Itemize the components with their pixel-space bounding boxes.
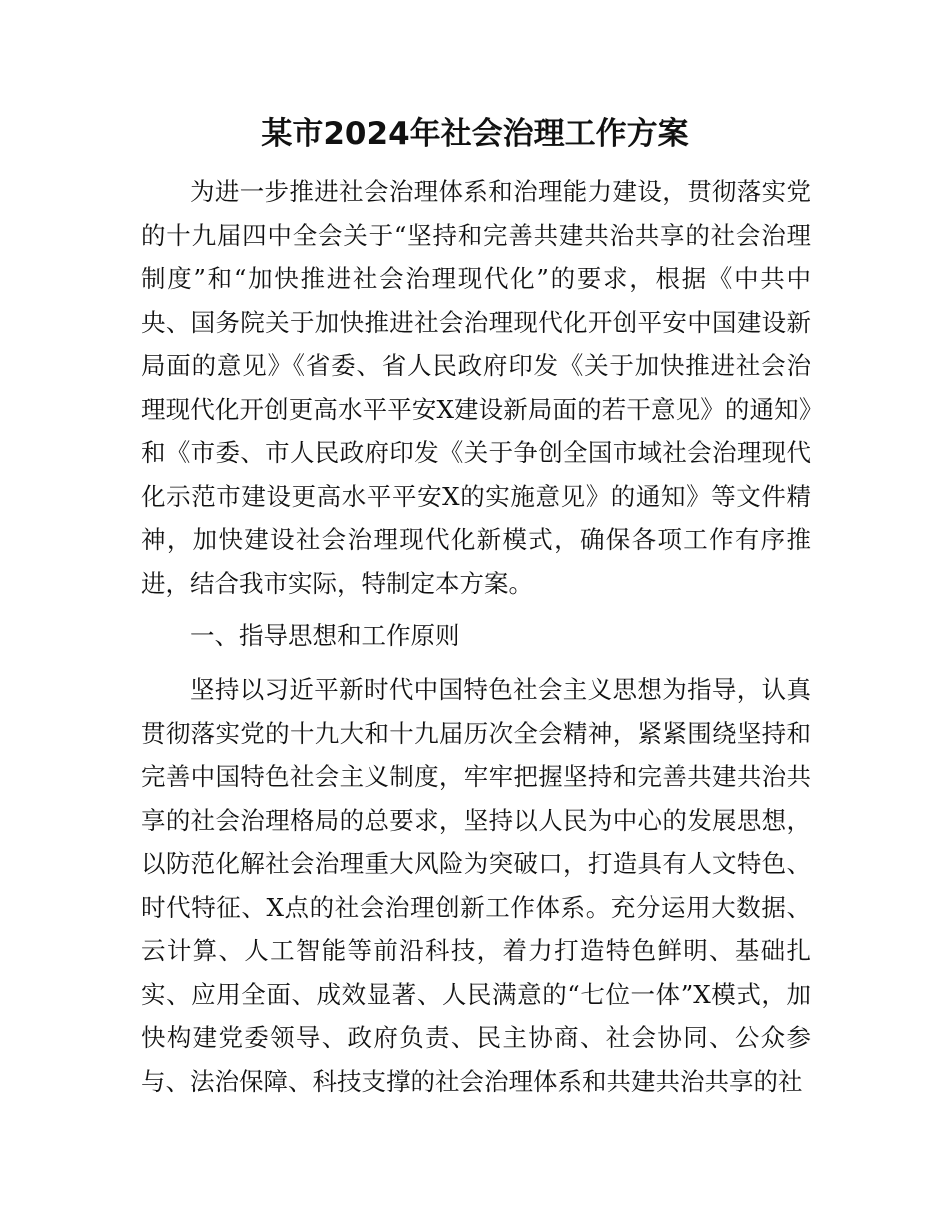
document-title: 某市2024年社会治理工作方案 bbox=[261, 116, 689, 152]
section-heading: 一、指导思想和工作原则 bbox=[190, 621, 460, 650]
principle-paragraph: 坚持以习近平新时代中国特色社会主义思想为指导，认真贯彻落实党的十九大和十九届历次全会精神，紧紧围绕坚持和完善中国特色社会主义制度，牢牢把握坚持和完善共建共治共享的社会治理格局的总要求，坚持以人民为中心的发展思想，以防范化解社会治理重大风险为突破口，打造具有人文特色、时代特征、X点的社会治理创新工作体系。充分运用大数据、云计算、人工智能等前沿科技，着力打造特色鲜明、基础扎实、应用全面、成效显著、人民满意的“七位一体”X模式，加快构建党委领导、政府负责、民主协商、社会协同、公众参与、法治保障、科技支撑的社会治理体系和共建共治共享的社 bbox=[141, 675, 811, 1096]
intro-paragraph: 为进一步推进社会治理体系和治理能力建设，贯彻落实党的十九届四中全会关于“坚持和完善共建共治共享的社会治理制度”和“加快推进社会治理现代化”的要求，根据《中共中央、国务院关于加快推进社会治理现代化开创平安中国建设新局面的意见》《省委、省人民政府印发《关于加快推进社会治理现代化开创更高水平平安X建设新局面的若干意见》的通知》和《市委、市人民政府印发《关于争创全国市域社会治理现代化示范市建设更高水平平安X的实施意见》的通知》等文件精神，加快建设社会治理现代化新模式，确保各项工作有序推进，结合我市实际，特制定本方案。 bbox=[141, 177, 811, 598]
